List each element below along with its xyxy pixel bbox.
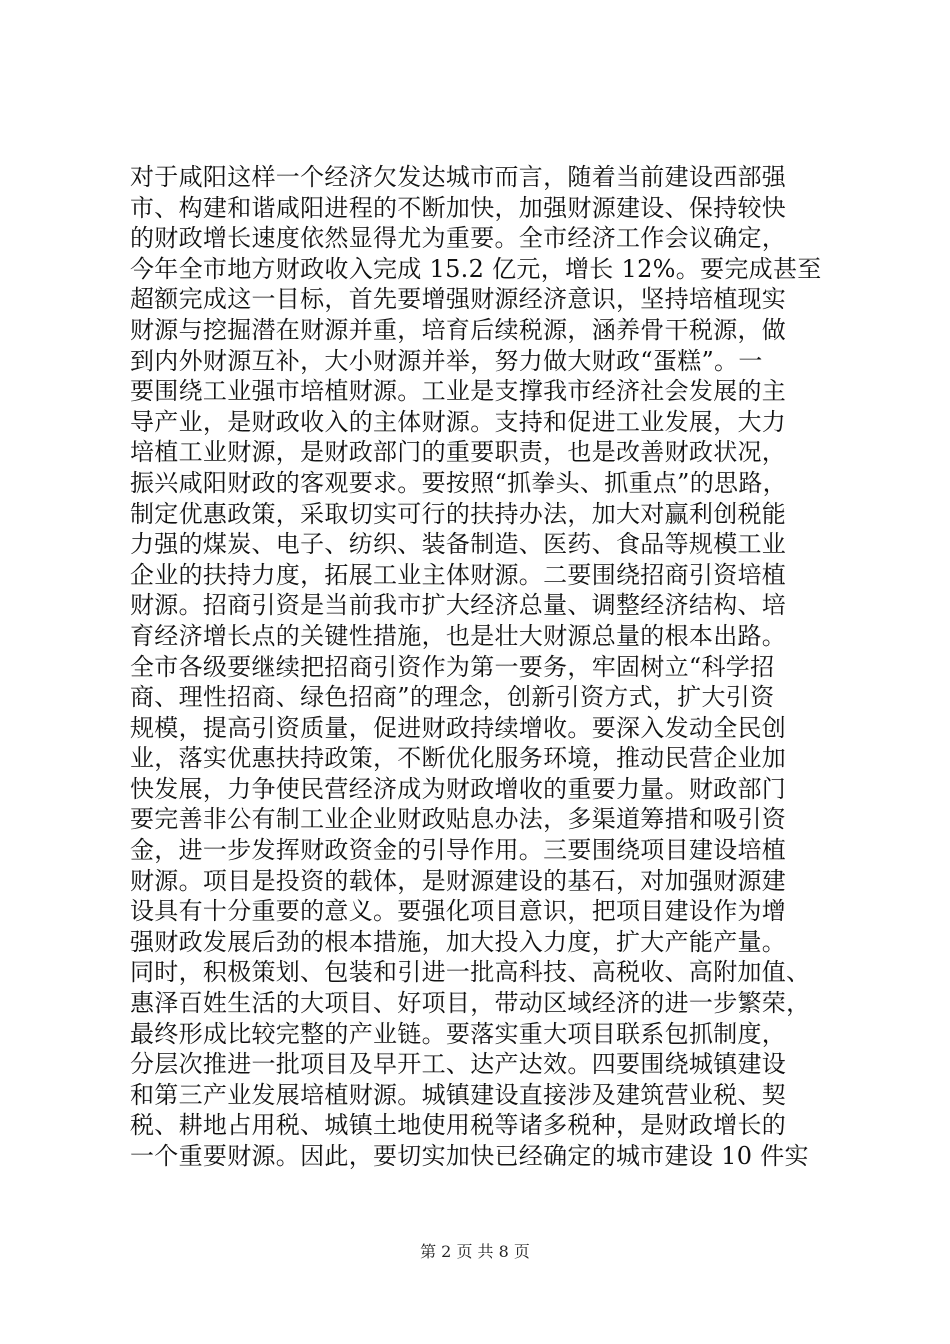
text-line: 超额完成这一目标，首先要增强财源经济意识，坚持培植现实 (130, 285, 787, 314)
text-line: 要围绕工业强市培植财源。工业是支撑我市经济社会发展的主 (130, 377, 787, 406)
text-line: 到内外财源互补，大小财源并举，努力做大财政“蛋糕”。一 (130, 346, 763, 375)
text-line: 振兴咸阳财政的客观要求。要按照“抓拳头、抓重点”的思路， (130, 468, 787, 497)
text-line: 商、理性招商、绿色招商”的理念，创新引资方式，扩大引资 (130, 683, 775, 712)
text-line: 的财政增长速度依然显得尤为重要。全市经济工作会议确定， (130, 224, 787, 253)
text-line: 财源。招商引资是当前我市扩大经济总量、调整经济结构、培 (130, 591, 787, 620)
text-line: 业，落实优惠扶持政策，不断优化服务环境，推动民营企业加 (130, 744, 787, 773)
text-line: 分层次推进一批项目及早开工、达产达效。四要围绕城镇建设 (130, 1050, 787, 1079)
text-line: 企业的扶持力度，拓展工业主体财源。二要围绕招商引资培植 (130, 560, 787, 589)
body-paragraph (130, 162, 830, 1172)
text-line: 金，进一步发挥财政资金的引导作用。三要围绕项目建设培植 (130, 836, 787, 865)
text-line: 市、构建和谐咸阳进程的不断加快，加强财源建设、保持较快 (130, 193, 787, 222)
text-line: 和第三产业发展培植财源。城镇建设直接涉及建筑营业税、契 (130, 1080, 787, 1109)
text-line: 强财政发展后劲的根本措施，加大投入力度，扩大产能产量。 (130, 927, 787, 956)
text-line: 一个重要财源。因此，要切实加快已经确定的城市建设 10 件实 (130, 1142, 809, 1170)
text-line: 全市各级要继续把招商引资作为第一要务，牢固树立“科学招 (130, 652, 775, 681)
text-line: 税、耕地占用税、城镇土地使用税等诸多税种，是财政增长的 (130, 1111, 787, 1140)
text-line: 财源。项目是投资的载体，是财源建设的基石，对加强财源建 (130, 866, 787, 895)
text-line: 最终形成比较完整的产业链。要落实重大项目联系包抓制度， (130, 1019, 787, 1048)
text-line: 制定优惠政策，采取切实可行的扶持办法，加大对赢利创税能 (130, 499, 787, 528)
text-line: 力强的煤炭、电子、纺织、装备制造、医药、食品等规模工业 (130, 530, 787, 559)
text-line: 财源与挖掘潜在财源并重，培育后续税源，涵养骨干税源，做 (130, 315, 787, 344)
text-line: 要完善非公有制工业企业财政贴息办法，多渠道筹措和吸引资 (130, 805, 787, 834)
text-line: 今年全市地方财政收入完成 15.2 亿元，增长 12%。要完成甚至 (130, 254, 822, 283)
text-line: 惠泽百姓生活的大项目、好项目，带动区域经济的进一步繁荣， (130, 989, 811, 1018)
text-line: 导产业，是财政收入的主体财源。支持和促进工业发展，大力 (130, 407, 787, 436)
text-line: 设具有十分重要的意义。要强化项目意识，把项目建设作为增 (130, 897, 787, 926)
text-line: 育经济增长点的关键性措施，也是壮大财源总量的根本出路。 (130, 621, 787, 650)
text-line: 快发展，力争使民营经济成为财政增收的重要力量。财政部门 (130, 774, 787, 803)
text-line: 对于咸阳这样一个经济欠发达城市而言，随着当前建设西部强 (130, 163, 787, 191)
text-line: 同时，积极策划、包装和引进一批高科技、高税收、高附加值、 (130, 958, 811, 987)
text-line: 规模，提高引资质量，促进财政持续增收。要深入发动全民创 (130, 713, 787, 742)
text-line: 培植工业财源，是财政部门的重要职责，也是改善财政状况， (130, 438, 787, 467)
page-number-footer: 第 2 页 共 8 页 (420, 1242, 530, 1261)
